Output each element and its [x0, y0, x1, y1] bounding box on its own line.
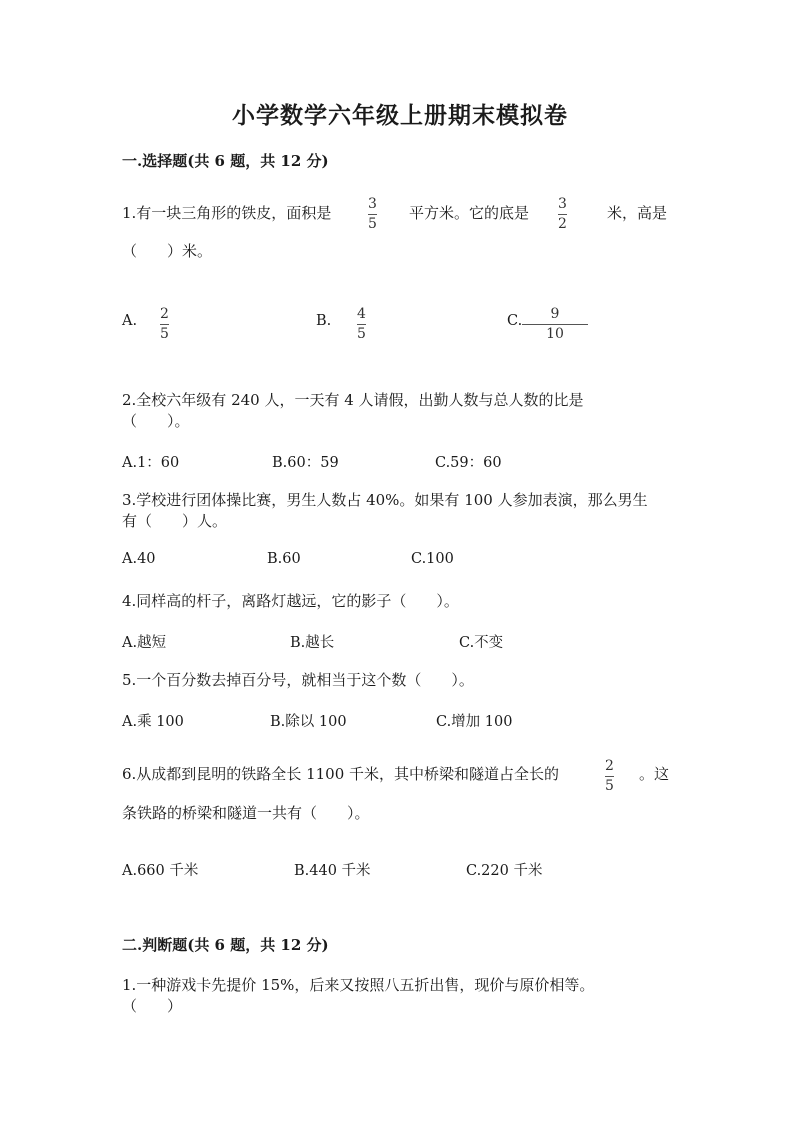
- q6-option-a: A.660 千米: [122, 863, 199, 879]
- q4-option-a: A.越短: [122, 635, 167, 651]
- q4-option-b: B.越长: [290, 635, 335, 651]
- question-1-prefix: 1.有一块三角形的铁皮，面积是: [122, 204, 332, 222]
- fraction-numerator: 9: [550, 306, 560, 322]
- q5-option-b: B.除以 100: [270, 714, 347, 730]
- fraction-bar: [605, 776, 614, 777]
- fraction-bar: [558, 214, 567, 215]
- q1-option-b-fraction: [357, 306, 366, 343]
- q1-option-c-fraction: [522, 306, 588, 343]
- page-title: 小学数学六年级上册期末模拟卷: [232, 102, 568, 129]
- fraction-denominator: 2: [558, 216, 567, 232]
- q1-option-c-label: C.: [507, 313, 523, 329]
- fraction-numerator: 3: [368, 196, 377, 212]
- question-5-line1: 5.一个百分数去掉百分号，就相当于这个数（ ）。: [122, 671, 474, 689]
- fraction-denominator: 10: [546, 326, 564, 342]
- question-3-line1: 3.学校进行团体操比赛，男生人数占 40%。如果有 100 人参加表演，那么男生: [122, 491, 648, 509]
- q4-option-c: C.不变: [459, 635, 504, 651]
- q2-option-b: B.60：59: [272, 455, 339, 471]
- q2-option-c: C.59：60: [435, 455, 502, 471]
- question-6-prefix: 6.从成都到昆明的铁路全长 1100 千米，其中桥梁和隧道占全长的: [122, 765, 560, 783]
- q1-option-a-fraction: [160, 306, 169, 343]
- q1-option-a-label: A.: [122, 313, 138, 329]
- fraction-numerator: 2: [160, 306, 169, 322]
- q3-option-b: B.60: [267, 551, 301, 567]
- fraction-denominator: 5: [160, 326, 169, 342]
- section-heading-judgement: 二.判断题(共 6 题，共 12 分): [122, 936, 329, 954]
- question-2-line2: （ ）。: [122, 412, 190, 430]
- fraction-bar: [357, 324, 366, 325]
- question-6-fraction: [605, 758, 614, 795]
- q3-option-c: C.100: [411, 551, 454, 567]
- fraction-numerator: 2: [605, 758, 614, 774]
- question-6-suffix: 。这: [639, 765, 670, 783]
- fraction-denominator: 5: [368, 216, 377, 232]
- q2-option-a: A.1：60: [122, 455, 180, 471]
- question-1-base-fraction: [558, 196, 567, 233]
- fraction-bar: [160, 324, 169, 325]
- question-3-line2: 有（ ）人。: [122, 512, 228, 530]
- question-6-line2: 条铁路的桥梁和隧道一共有（ ）。: [122, 804, 370, 822]
- fraction-denominator: 5: [357, 326, 366, 342]
- section-heading-choice: 一.选择题(共 6 题，共 12 分): [122, 152, 329, 170]
- question-2-line1: 2.全校六年级有 240 人，一天有 4 人请假，出勤人数与总人数的比是: [122, 391, 584, 409]
- q6-option-c: C.220 千米: [466, 863, 543, 879]
- fraction-numerator: 4: [357, 306, 366, 322]
- judgement-1-line2: （ ）: [122, 997, 183, 1015]
- q5-option-c: C.增加 100: [436, 714, 513, 730]
- question-1-middle: 平方米。它的底是: [409, 204, 530, 222]
- fraction-numerator: 3: [558, 196, 567, 212]
- q5-option-a: A.乘 100: [122, 714, 184, 730]
- question-4-line1: 4.同样高的杆子，离路灯越远，它的影子（ ）。: [122, 592, 459, 610]
- fraction-denominator: 5: [605, 778, 614, 794]
- question-1-line2: （ ）米。: [122, 242, 213, 260]
- q3-option-a: A.40: [122, 551, 156, 567]
- q6-option-b: B.440 千米: [294, 863, 371, 879]
- judgement-1-line1: 1.一种游戏卡先提价 15%，后来又按照八五折出售，现价与原价相等。: [122, 976, 595, 994]
- fraction-bar: [522, 324, 588, 325]
- fraction-bar: [368, 214, 377, 215]
- question-1-suffix: 米，高是: [607, 204, 668, 222]
- q1-option-b-label: B.: [316, 313, 332, 329]
- question-1-area-fraction: [368, 196, 377, 233]
